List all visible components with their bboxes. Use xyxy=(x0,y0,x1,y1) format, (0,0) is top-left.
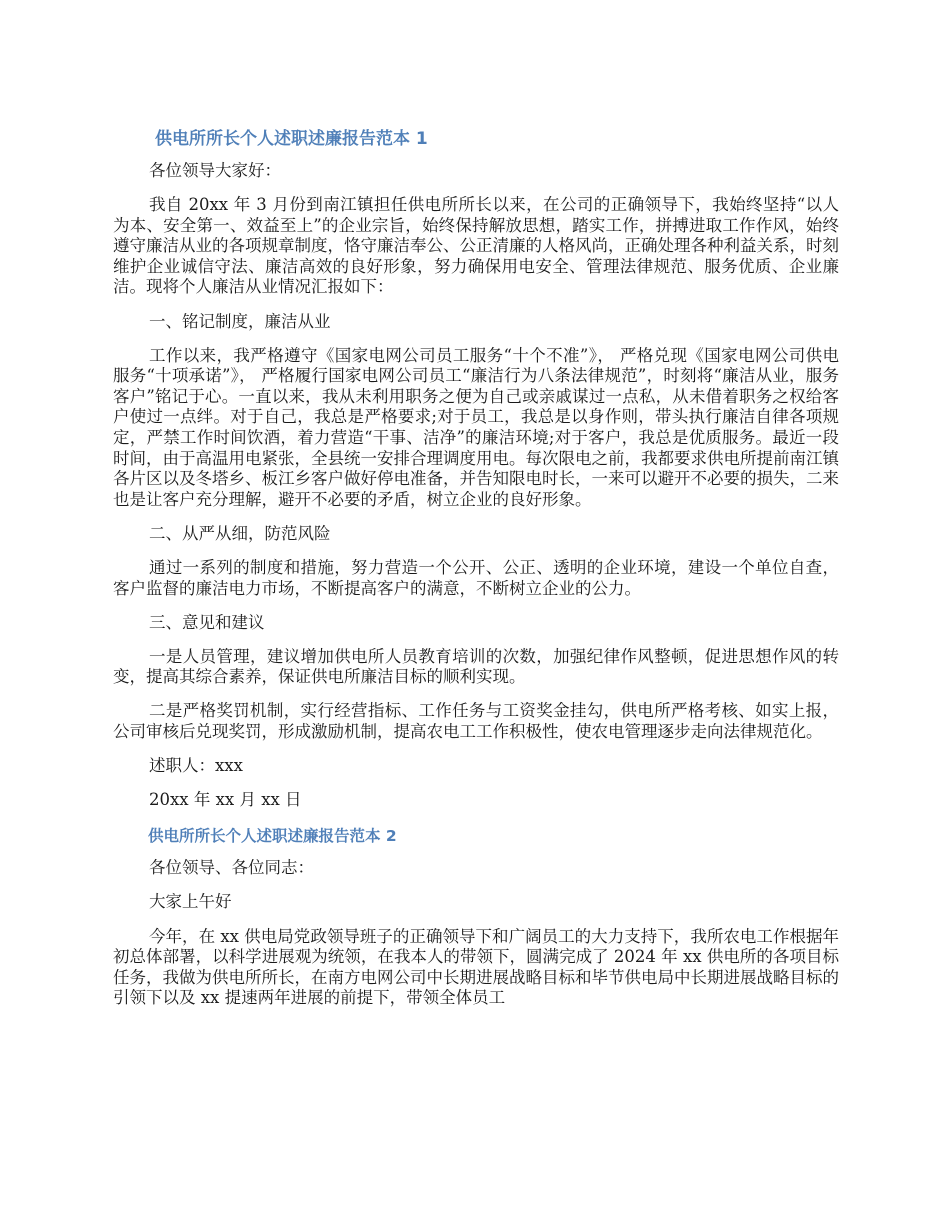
report2-greeting: 各位领导、各位同志： xyxy=(149,858,314,878)
report2-paragraph: 今年，在 xx 供电局党政领导班子的正确领导下和广阔员工的大力支持下，我所农电工作根据年初总体部署，以科学进展观为统领，在我本人的带领下，圆满完成了 2024 年 xx 供电所的各项目标任务，我做为供电所所长，在南方电网公司中长期进展战略目标和毕节供电局中长期进展战略目标的引领下以及 xx 提速两年进展的前提下，带领全体员工 xyxy=(113,926,839,1008)
report1-title: 供电所所长个人述职述廉报告范本 1 xyxy=(155,129,428,149)
report1-suggestion1-paragraph: 一是人员管理，建议增加供电所人员教育培训的次数，加强纪律作风整顿，促进思想作风的转变，提高其综合素养，保证供电所廉洁目标的顺利实现。 xyxy=(113,646,839,687)
report1-section1-heading: 一、铭记制度，廉洁从业 xyxy=(149,311,331,331)
report1-section2-heading: 二、从严从细，防范风险 xyxy=(149,523,331,543)
report1-suggestion2-paragraph: 二是严格奖罚机制，实行经营指标、工作任务与工资奖金挂勾，供电所严格考核、如实上报，公司审核后兑现奖罚，形成激励机制，提高农电工工作积极性，使农电管理逐步走向法律规范化。 xyxy=(113,701,839,742)
report1-section3-heading: 三、意见和建议 xyxy=(149,612,265,632)
report2-title: 供电所所长个人述职述廉报告范本 2 xyxy=(148,827,397,846)
report1-section1-paragraph: 工作以来，我严格遵守《国家电网公司员工服务“十个不准”》， 严格兑现《国家电网公司供电服务“十项承诺”》， 严格履行国家电网公司员工“廉洁行为八条法律规范”，时刻将“廉洁从业，服务客户”铭记于心。一直以来，我从未利用职务之便为自己或亲戚谋过一点私，从未借着职务之权给客户使过一点绊。对于自己，我总是严格要求;对于员工，我总是以身作则，带头执行廉洁自律各项规定，严禁工作时间饮酒，着力营造“干事、洁净”的廉洁环境;对于客户，我总是优质服务。最近一段时间，由于高温用电紧张，全县统一安排合理调度用电。每次限电之前，我都要求供电所提前南江镇各片区以及冬塔乡、板江乡客户做好停电准备，并告知限电时长，一来可以避开不必要的损失，二来也是让客户充分理解，避开不必要的矛盾，树立企业的良好形象。 xyxy=(113,345,839,509)
report1-signer: 述职人：xxx xyxy=(149,756,243,776)
report1-section2-paragraph: 通过一系列的制度和措施，努力营造一个公开、公正、透明的企业环境，建设一个单位自查，客户监督的廉洁电力市场，不断提高客户的满意，不断树立企业的公力。 xyxy=(113,558,839,598)
report2-salutation: 大家上午好 xyxy=(149,892,232,912)
document-body xyxy=(113,126,839,1022)
report1-greeting: 各位领导大家好： xyxy=(149,161,281,180)
report1-intro-paragraph: 我自 20xx 年 3 月份到南江镇担任供电所所长以来，在公司的正确领导下，我始终坚持“以人为本、安全第一、效益至上”的企业宗旨，始终保持解放思想，踏实工作，拼搏进取工作作风，始终遵守廉洁从业的各项规章制度，恪守廉洁奉公、公正清廉的人格风尚，正确处理各种利益关系，时刻维护企业诚信守法、廉洁高效的良好形象，努力确保用电安全、管理法律规范、服务优质、企业廉洁。现将个人廉洁从业情况汇报如下： xyxy=(113,195,839,297)
report1-date: 20xx 年 xx 月 xx 日 xyxy=(149,790,302,810)
